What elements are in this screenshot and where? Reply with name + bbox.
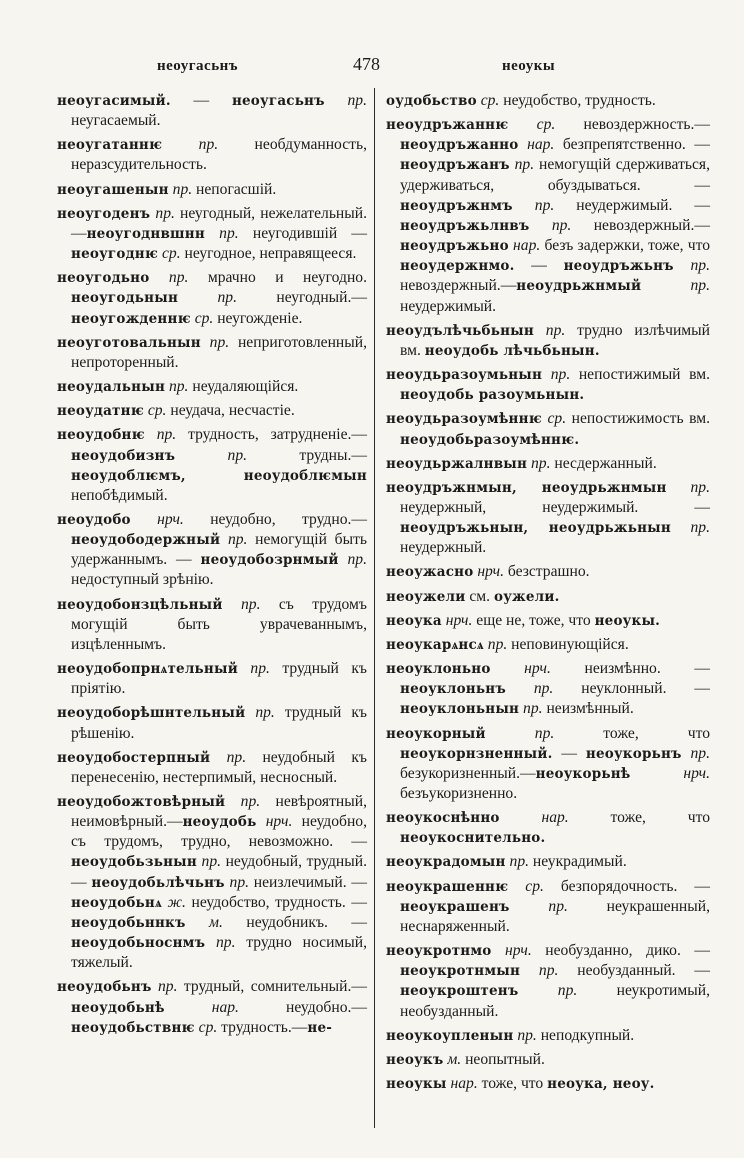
headword: неоудръжаннѥ (386, 117, 509, 134)
running-header (0, 52, 744, 80)
definition-text: неудобно, съ трудомъ, трудно, невозможно. — (71, 813, 367, 851)
headword: неоукрадомын (386, 854, 506, 871)
headword: неоудобьзьнын (71, 854, 197, 871)
grammar-label: пр. (215, 934, 236, 952)
definition-text (518, 136, 527, 153)
definition-text (630, 765, 683, 782)
definition-text (492, 942, 506, 959)
headword: оужели. (493, 588, 560, 605)
definition-text: неудержимый. — (554, 196, 710, 214)
dictionary-entry (386, 635, 710, 655)
headword: неоукъ (386, 1051, 444, 1068)
definition-text (674, 257, 691, 274)
headword: неоудобь разоумьнын. (400, 387, 585, 404)
dictionary-entry (57, 135, 367, 175)
headword: неоугодьно (57, 270, 150, 287)
grammar-label: пр. (201, 853, 222, 871)
definition-text: неудача, несчастіе. (166, 402, 295, 420)
grammar-label: пр. (229, 873, 250, 891)
definition-text: необузданный. — (558, 962, 710, 980)
grammar-label: нрч. (524, 660, 551, 678)
dictionary-entry (57, 204, 367, 264)
grammar-label: пр. (514, 156, 535, 174)
definition-text: безукоризненный.— (400, 764, 536, 782)
dictionary-entry (386, 659, 710, 719)
dictionary-entry (57, 377, 367, 397)
dictionary-entry (57, 401, 367, 421)
dictionary-entry (386, 562, 710, 582)
grammar-label: ср. (161, 245, 181, 263)
grammar-label: ср. (198, 1018, 218, 1036)
grammar-label: пр. (690, 478, 710, 496)
definition-text: — (514, 257, 564, 275)
definition-text: неукрашенный, неснаряженный. (400, 897, 710, 935)
grammar-label: пр. (255, 704, 275, 722)
grammar-label: пр. (557, 982, 578, 1000)
headword: неоука, неоу. (547, 1076, 655, 1093)
definition-text: — (170, 92, 232, 109)
dictionary-entry (386, 478, 710, 559)
headword: неоугожденнѥ (71, 310, 191, 327)
headword: неоудобьразоумѣннѥ. (400, 431, 580, 448)
definition-text: неопытный. (461, 1050, 545, 1068)
headword: неоудобьнѧ (71, 894, 162, 911)
definition-text: неудаляющійся. (188, 378, 299, 396)
headword: не- (307, 1019, 333, 1036)
grammar-label: пр. (226, 748, 247, 766)
dictionary-entry (57, 510, 367, 591)
grammar-label: пр. (172, 180, 193, 198)
dictionary-entry (386, 115, 710, 317)
headword: неоудръжьнын, неоудрьжьнын (400, 520, 671, 537)
definition-text: неугодившій — (238, 224, 368, 242)
definition-text: неудержный. (400, 539, 487, 557)
headword: неоукорнзненный. (400, 745, 553, 762)
definition-text: невоздержность.— (555, 116, 710, 134)
grammar-label: нрч. (505, 942, 532, 960)
definition-text (682, 745, 691, 762)
grammar-label: пр. (157, 978, 178, 996)
grammar-label: пр. (240, 793, 261, 810)
headword: неоудобостерпный (57, 749, 211, 766)
definition-text (165, 999, 212, 1016)
headword: неоугодьнын (71, 290, 179, 307)
grammar-label: пр. (550, 366, 571, 384)
grammar-label: пр. (690, 744, 710, 762)
dictionary-entry (57, 268, 367, 328)
headword: неоудьржалнвын (386, 455, 528, 472)
headword: неоудобь лѣчьбьнын. (424, 342, 600, 359)
definition-text (220, 531, 228, 548)
definition-text: непобѣдимый. (71, 486, 168, 504)
dictionary-entry (57, 425, 367, 506)
headword: неоудръжьно (400, 238, 509, 255)
headword: неоукы (386, 1076, 447, 1093)
definition-text: неизлечимый. — (249, 873, 367, 891)
definition-text: трудный, сомнительный.— (177, 978, 367, 996)
dictionary-entry (57, 595, 367, 655)
definition-text: несдержанный. (550, 454, 657, 472)
dictionary-entry (57, 792, 367, 973)
headword: неоудобьнъ (57, 979, 152, 996)
grammar-label: ср. (480, 92, 500, 109)
definition-text: безъ задержки, тоже, что (540, 237, 711, 255)
definition-text: трудный къ пріятію. (71, 660, 367, 698)
dictionary-entry (386, 808, 710, 848)
headword: неоужели (386, 588, 466, 605)
grammar-label: пр. (523, 700, 543, 718)
definition-text (201, 334, 210, 351)
headword: неоукрашеннѥ (386, 878, 509, 895)
grammar-label: пр. (538, 962, 559, 980)
headword: неоудълѣчьбьнын (386, 322, 534, 339)
grammar-label: пр. (690, 257, 710, 275)
definition-text (225, 793, 240, 810)
definition-text (508, 116, 536, 133)
headword: неоугашенын (57, 181, 169, 198)
headword: неоугатаннѥ (57, 137, 163, 154)
definition-text: невоздержный.— (400, 277, 517, 295)
definition-text (131, 511, 157, 528)
definition-text: неугодный, нежелательный.— (71, 204, 367, 242)
headword: неоукроштенъ (400, 983, 519, 1000)
definition-text (256, 813, 265, 830)
dictionary-entry (386, 1026, 710, 1046)
definition-text (205, 934, 216, 951)
definition-text: трудность, затрудненіе.— (176, 426, 367, 444)
definition-text (542, 366, 551, 383)
headword: неоудержнмо. (400, 258, 515, 275)
grammar-label: нрч. (265, 813, 293, 831)
grammar-label: пр. (347, 551, 367, 569)
definition-text: безпорядочность. — (543, 877, 710, 895)
dictionary-entry (386, 454, 710, 474)
definition-text: необузданно, дико. — (531, 942, 710, 960)
headword: неоудобьствнѥ (71, 1019, 195, 1036)
definition-text: непогасшій. (192, 180, 277, 198)
definition-text: неуклонный. — (553, 680, 710, 698)
grammar-label: пр. (250, 660, 270, 678)
page-number: 478 (353, 54, 380, 74)
headword: неоукоснительно. (400, 830, 546, 847)
headword: неоуклоньнъ (400, 681, 506, 698)
headword: неоукротнмын (400, 963, 521, 980)
definition-text: неудержный, неудержимый. — (400, 498, 710, 516)
headword: оудобьство (386, 93, 477, 109)
headword: неоукрашенъ (400, 898, 510, 915)
headword: неоука (386, 612, 442, 629)
grammar-label: нар. (513, 237, 541, 255)
grammar-label: пр. (155, 204, 175, 222)
definition-text: трудно носимый, тяжелый. (71, 934, 367, 972)
definition-text (149, 269, 168, 286)
headword: неоудобьнѣ (71, 999, 165, 1016)
definition-text (513, 197, 535, 214)
definition-text (145, 426, 157, 443)
definition-text (510, 898, 549, 915)
headword: неоудатнѥ (57, 403, 144, 420)
grammar-label: пр. (509, 853, 530, 871)
grammar-label: нар. (527, 136, 555, 154)
headword: неоуготовальнын (57, 334, 201, 351)
grammar-label: пр. (534, 196, 555, 214)
left-catchword: неоугасьнъ (157, 58, 239, 74)
definition-text: необдуманность, неразсудительность. (71, 136, 367, 174)
grammar-label: ср. (536, 116, 556, 134)
headword: неоужасно (386, 564, 474, 581)
grammar-label: пр. (548, 897, 568, 915)
definition-text: трудно излѣчимый вм. (400, 321, 710, 359)
definition-text (223, 596, 241, 613)
definition-text: — (552, 744, 586, 762)
headword: неоудръжьнъ (563, 258, 674, 275)
dictionary-entry (386, 941, 710, 1022)
headword: неоукорный (386, 725, 486, 742)
definition-text (178, 289, 217, 306)
definition-text (339, 551, 348, 568)
definition-text: неудержимый. (400, 297, 497, 315)
grammar-label: пр. (209, 333, 230, 351)
grammar-label: пр. (168, 378, 189, 396)
definition-text: неприготовленный, непроторенный. (71, 333, 367, 371)
grammar-label: пр. (551, 216, 572, 234)
grammar-label: пр. (219, 224, 239, 242)
headword: неоудобо (57, 511, 131, 528)
definition-text: невоздержный.— (571, 216, 710, 234)
grammar-label: пр. (347, 92, 367, 109)
definition-text: безъукоризненно. (400, 785, 518, 802)
headword: неоудръжьлнвъ (400, 217, 530, 234)
definition-text: неудобно, трудно.— (183, 510, 367, 528)
dictionary-entry (386, 1074, 710, 1094)
grammar-label: нар. (211, 998, 239, 1016)
headword: неоукоснѣнно (386, 810, 500, 827)
grammar-label: ж. (167, 893, 186, 911)
headword: неоукротнмо (386, 943, 492, 960)
headword: неоудръжанъ (400, 157, 510, 174)
definition-text (641, 277, 690, 294)
dictionary-entry (57, 180, 367, 200)
definition-text: неповинующійся. (507, 635, 629, 653)
definition-text (534, 322, 546, 339)
definition-text (671, 519, 691, 536)
dictionary-entry (57, 748, 367, 788)
definition-text: непостижимость вм. (566, 410, 710, 428)
definition-text: недоступный зрѣнію. (71, 571, 214, 589)
headword: неоугоднвшнн (86, 225, 205, 242)
definition-text (491, 660, 525, 677)
definition-text: съ трудомъ могущій быть уврачеваннымъ, изцѣленнымъ. (71, 595, 367, 653)
definition-text (518, 982, 557, 999)
definition-text (210, 749, 226, 766)
definition-text (529, 217, 551, 234)
definition-text: неудобно.— (238, 998, 367, 1016)
grammar-label: пр. (240, 595, 261, 613)
headword: неоудръжнмъ (400, 197, 513, 214)
headword: неоудоборѣшнтельный (57, 705, 246, 722)
headword: неоудальнын (57, 379, 166, 396)
headword: неоудобь (182, 814, 257, 831)
headword: неоудьразоумьнын (386, 367, 543, 384)
definition-text (506, 680, 534, 697)
headword: неоугасьнъ (231, 93, 325, 109)
dictionary-entry (57, 659, 367, 699)
dictionary-entry (386, 365, 710, 405)
headword: неоукы. (594, 612, 661, 629)
left-column (57, 91, 367, 1042)
headword: неоукарѧнсѧ (386, 636, 484, 653)
definition-text: неудобство, трудность. (499, 92, 656, 109)
definition-text: трудный къ рѣшенію. (71, 704, 367, 742)
grammar-label: м. (447, 1050, 462, 1068)
definition-text: неудобство, трудность. — (185, 893, 367, 911)
definition-text (325, 92, 348, 109)
headword: неоудобонзцѣльный (57, 596, 223, 613)
definition-text: немогущій быть удержаннымъ. — (71, 531, 367, 569)
grammar-label: нар. (450, 1075, 478, 1093)
grammar-label: пр. (227, 446, 248, 464)
dictionary-entry (57, 703, 367, 743)
grammar-label: м. (209, 913, 223, 931)
headword: неоугоднѥ (71, 246, 159, 263)
definition-text: безстрашно. (503, 563, 590, 581)
definition-text: неудобный къ перенесенію, нестерпимый, несносный. (71, 748, 367, 786)
definition-text: см. (465, 587, 494, 605)
grammar-label: ср. (547, 410, 567, 428)
dictionary-entry (386, 877, 710, 937)
dictionary-entry (386, 852, 710, 872)
definition-text (175, 447, 227, 464)
definition-text (520, 962, 539, 979)
headword: неоудръжнмын, неоудрьжнмын (386, 479, 667, 496)
definition-text: непостижимый вм. (570, 366, 710, 384)
headword: неоудобозрнмый (200, 552, 339, 569)
headword: неоудьразоумѣннѥ (386, 411, 542, 428)
definition-text (162, 136, 198, 153)
headword: неоуклоньнын (400, 701, 520, 718)
definition-text: безпрепятственно. — (554, 136, 710, 154)
grammar-label: нар. (541, 809, 569, 827)
definition-text: неукротимый, необузданный. (400, 982, 710, 1020)
column-divider (374, 88, 375, 1128)
headword: неоудобнѥ (57, 427, 145, 444)
definition-text (508, 878, 525, 895)
definition-text: неизмѣнный. (542, 700, 634, 718)
dictionary-entry (386, 409, 710, 449)
dictionary-entry (57, 977, 367, 1037)
headword: неоудрьжнмый (516, 278, 642, 295)
dictionary-entry (57, 333, 367, 373)
headword: неоукоупленын (386, 1027, 514, 1044)
dictionary-entry (386, 724, 710, 805)
definition-text: еще не, тоже, что (472, 611, 595, 629)
grammar-label: ср. (194, 309, 214, 327)
definition-text (186, 914, 209, 931)
grammar-label: пр. (545, 321, 566, 339)
definition-text (500, 809, 542, 826)
headword: неоудобопрнѧтельный (57, 661, 238, 678)
headword: неоудобизнъ (71, 447, 176, 464)
dictionary-entry (57, 91, 367, 131)
grammar-label: нрч. (683, 764, 710, 782)
definition-text: неукрадимый. (529, 853, 627, 871)
headword: неоудръжанно (400, 137, 519, 154)
headword: неоудобьноснмъ (71, 935, 206, 952)
headword: неоугоденъ (57, 205, 151, 222)
dictionary-entry (386, 587, 710, 607)
dictionary-entry (386, 91, 710, 111)
definition-text: тоже, что (477, 1075, 548, 1093)
grammar-label: пр. (690, 277, 710, 295)
definition-text: неудобникъ. — (222, 913, 367, 931)
definition-text: невѣроятный, неимовѣрный.— (71, 793, 367, 831)
headword: неоуклоньно (386, 661, 491, 678)
definition-text (486, 725, 535, 742)
dictionary-entry (386, 1050, 710, 1070)
grammar-label: пр. (531, 454, 551, 472)
dictionary-entry (386, 321, 710, 361)
definition-text: неизмѣнно. — (550, 660, 710, 678)
headword: неоудобожтовѣрный (57, 794, 226, 810)
headword: неоукорьнъ (585, 745, 682, 762)
grammar-label: ср. (147, 402, 167, 420)
grammar-label: пр. (227, 531, 248, 549)
headword: неоудобьлѣчьнъ (91, 874, 225, 891)
grammar-label: нрч. (157, 510, 184, 528)
grammar-label: ср. (525, 877, 544, 895)
grammar-label: пр. (198, 136, 219, 154)
grammar-label: пр. (517, 1026, 537, 1044)
right-catchword: неоукы (502, 58, 556, 74)
grammar-label: нрч. (477, 563, 504, 581)
definition-text: неподкупный. (536, 1026, 635, 1044)
right-column (386, 91, 710, 1098)
definition-text: мрачно и неугодно. (188, 269, 367, 287)
headword: неоудоблѥмъ, неоудоблѥмын (71, 467, 367, 484)
grammar-label: нрч. (445, 611, 473, 629)
definition-text: тоже, что (568, 809, 710, 827)
grammar-label: пр. (217, 289, 237, 307)
definition-text: немогущій сдерживаться, удерживаться, обуздываться. — (400, 156, 710, 194)
grammar-label: пр. (533, 680, 554, 698)
definition-text: неугожденіе. (213, 309, 303, 327)
definition-text: трудны.— (247, 446, 367, 464)
headword: неоудобьннкъ (71, 914, 186, 931)
headword: неоудободержный (71, 532, 221, 549)
definition-text (667, 479, 691, 496)
definition-text (205, 225, 219, 242)
definition-text (245, 704, 255, 721)
headword: неоугасимый. (57, 93, 171, 109)
grammar-label: пр. (168, 269, 189, 287)
definition-text (238, 660, 250, 677)
dictionary-entry (386, 611, 710, 631)
grammar-label: пр. (487, 635, 508, 653)
definition-text: неудобный, трудный. — (71, 853, 367, 891)
grammar-label: пр. (156, 426, 177, 444)
definition-text: тоже, что (554, 724, 710, 742)
headword: неоукорьнѣ (535, 765, 631, 782)
definition-text: неугасаемый. (71, 112, 161, 130)
definition-text: неугодный.— (236, 289, 367, 307)
definition-text: неугодное, неправящееся. (180, 245, 357, 263)
grammar-label: пр. (690, 519, 710, 537)
grammar-label: пр. (534, 724, 555, 742)
definition-text: трудность.— (217, 1018, 308, 1036)
